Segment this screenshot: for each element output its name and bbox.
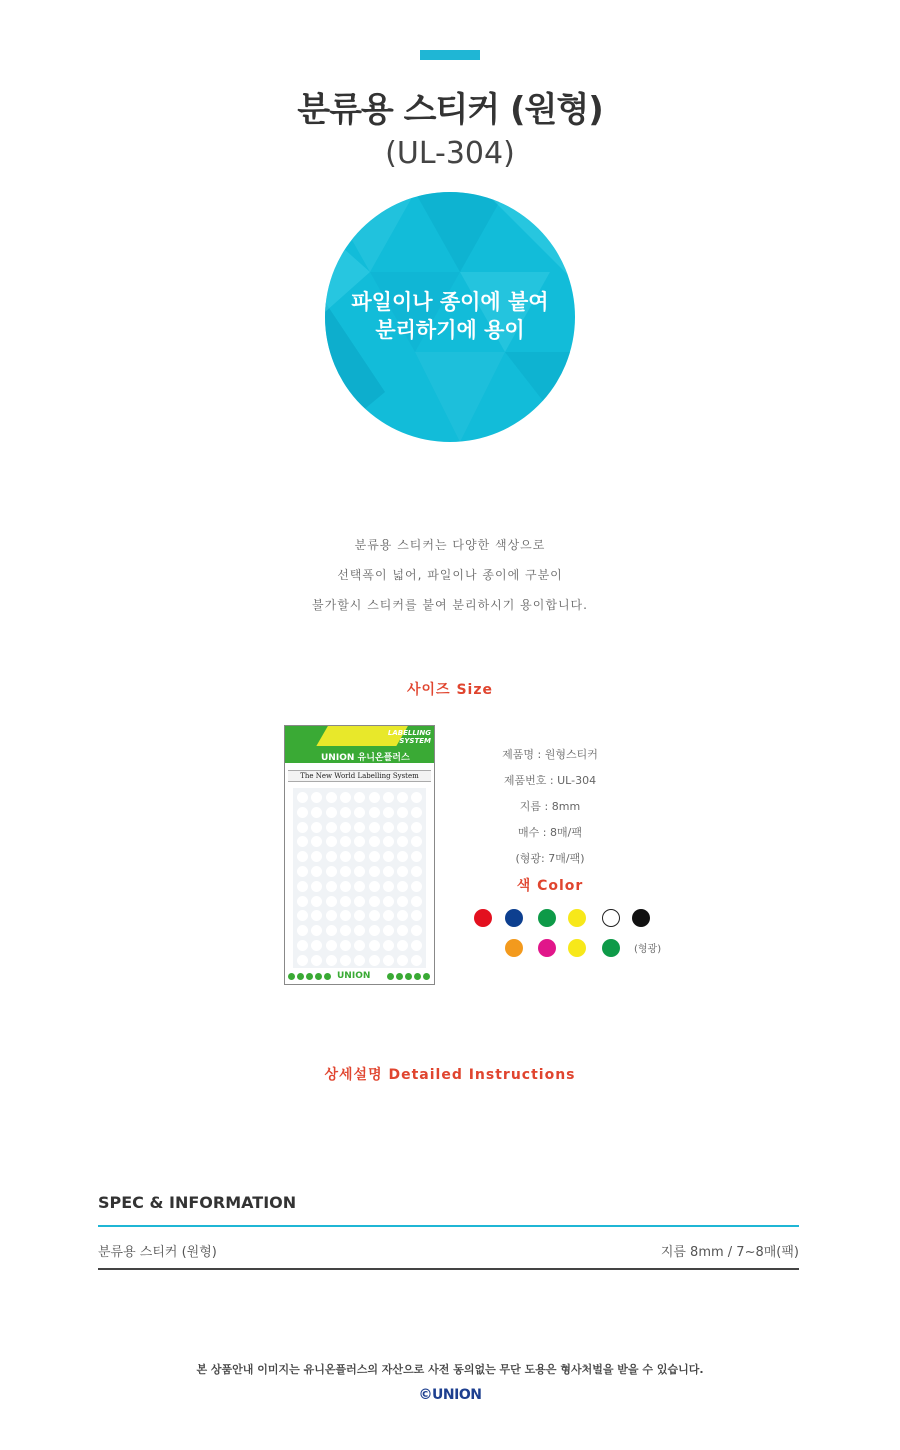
sticker-dot bbox=[326, 896, 337, 907]
union-logo: ©UNION bbox=[418, 1387, 482, 1403]
package-footer-dot bbox=[396, 973, 403, 980]
sticker-dot bbox=[397, 851, 408, 862]
package-header bbox=[285, 726, 434, 763]
sticker-dot bbox=[397, 896, 408, 907]
description-line-3: 불가할시 스티커를 붙여 분리하시기 용이합니다. bbox=[312, 598, 588, 612]
sticker-dot bbox=[297, 851, 308, 862]
sticker-dot bbox=[354, 910, 365, 921]
color-swatch bbox=[538, 909, 556, 927]
sticker-dot bbox=[411, 836, 422, 847]
package-footer-dot bbox=[288, 973, 295, 980]
color-swatch-fluo bbox=[602, 939, 620, 957]
package-footer-dot bbox=[306, 973, 313, 980]
sticker-dot bbox=[397, 822, 408, 833]
sticker-dot bbox=[326, 836, 337, 847]
sticker-dot bbox=[340, 910, 351, 921]
sticker-dot bbox=[297, 925, 308, 936]
sticker-dot bbox=[369, 896, 380, 907]
sticker-dot bbox=[326, 851, 337, 862]
spec-info-summary: 지름 8mm / 7~8매(팩) bbox=[660, 1245, 799, 1260]
spec-divider-top bbox=[98, 1225, 799, 1227]
feature-line-1: 파일이나 종이에 붙여 bbox=[351, 290, 549, 314]
sticker-dot bbox=[311, 881, 322, 892]
sticker-dot bbox=[326, 910, 337, 921]
package-footer-brand: UNION bbox=[337, 971, 371, 981]
sticker-dot bbox=[383, 866, 394, 877]
sticker-dot bbox=[397, 866, 408, 877]
spec-product-name: 제품명 : 원형스티커 bbox=[502, 748, 598, 761]
color-swatch bbox=[602, 909, 620, 927]
sticker-dot bbox=[326, 866, 337, 877]
product-package-image bbox=[284, 725, 435, 985]
feature-text bbox=[325, 288, 575, 344]
size-section-label: 사이즈 Size bbox=[407, 682, 493, 698]
sticker-dot bbox=[383, 792, 394, 803]
sticker-dot bbox=[297, 881, 308, 892]
sticker-dot bbox=[411, 896, 422, 907]
sticker-dot bbox=[354, 881, 365, 892]
sticker-dot bbox=[297, 955, 308, 966]
sticker-dot bbox=[383, 807, 394, 818]
sticker-dot bbox=[383, 940, 394, 951]
sticker-dot bbox=[340, 792, 351, 803]
sticker-dot bbox=[297, 822, 308, 833]
sticker-dot bbox=[369, 866, 380, 877]
sticker-dot bbox=[369, 925, 380, 936]
sticker-dot bbox=[369, 851, 380, 862]
fluo-label: (형광) bbox=[634, 944, 662, 955]
sticker-dot bbox=[340, 896, 351, 907]
sticker-dot bbox=[311, 925, 322, 936]
color-swatch-fluo bbox=[568, 939, 586, 957]
sticker-dot bbox=[354, 925, 365, 936]
sticker-dot bbox=[369, 792, 380, 803]
sticker-dot bbox=[383, 910, 394, 921]
sticker-dot bbox=[369, 940, 380, 951]
sticker-dot bbox=[311, 851, 322, 862]
sticker-dot bbox=[397, 925, 408, 936]
sticker-dot bbox=[411, 910, 422, 921]
sticker-dot bbox=[411, 807, 422, 818]
package-footer bbox=[285, 970, 434, 984]
sticker-dot bbox=[297, 940, 308, 951]
sticker-dot bbox=[326, 925, 337, 936]
sticker-dot bbox=[297, 866, 308, 877]
sticker-dot bbox=[369, 881, 380, 892]
sticker-dot bbox=[383, 881, 394, 892]
model-number: (UL-304) bbox=[385, 136, 515, 171]
spec-count: 매수 : 8매/팩 bbox=[518, 826, 582, 839]
sticker-dot bbox=[311, 836, 322, 847]
sticker-dot bbox=[383, 925, 394, 936]
sticker-dot bbox=[383, 955, 394, 966]
sticker-dot bbox=[354, 836, 365, 847]
sticker-dot bbox=[326, 822, 337, 833]
spec-divider-bottom bbox=[98, 1268, 799, 1270]
sticker-dot bbox=[340, 822, 351, 833]
package-footer-dot bbox=[405, 973, 412, 980]
sticker-dot bbox=[369, 955, 380, 966]
sticker-dot bbox=[383, 851, 394, 862]
package-footer-dot bbox=[423, 973, 430, 980]
sticker-dot bbox=[340, 925, 351, 936]
color-swatch bbox=[474, 909, 492, 927]
sticker-dot bbox=[297, 792, 308, 803]
sticker-dot bbox=[354, 866, 365, 877]
package-footer-dot bbox=[414, 973, 421, 980]
sticker-dot bbox=[340, 940, 351, 951]
sticker-grid bbox=[293, 788, 426, 968]
sticker-dot bbox=[326, 807, 337, 818]
color-swatch bbox=[632, 909, 650, 927]
sticker-dot bbox=[311, 910, 322, 921]
package-brand: UNION 유니온플러스 bbox=[321, 753, 410, 763]
sticker-dot bbox=[340, 955, 351, 966]
sticker-dot bbox=[311, 955, 322, 966]
sticker-dot bbox=[383, 836, 394, 847]
sticker-dot bbox=[340, 881, 351, 892]
page-title: 분류용 스티커 (원형) bbox=[297, 90, 603, 130]
color-swatch bbox=[568, 909, 586, 927]
spec-diameter: 지름 : 8mm bbox=[519, 800, 581, 813]
sticker-dot bbox=[340, 851, 351, 862]
package-footer-dot bbox=[324, 973, 331, 980]
color-swatch bbox=[505, 909, 523, 927]
sticker-dot bbox=[354, 940, 365, 951]
sticker-dot bbox=[369, 807, 380, 818]
sticker-dot bbox=[326, 940, 337, 951]
feature-circle bbox=[325, 192, 575, 442]
sticker-dot bbox=[411, 881, 422, 892]
spec-product-number: 제품번호 : UL-304 bbox=[503, 774, 597, 787]
sticker-dot bbox=[397, 955, 408, 966]
title-accent-bar bbox=[420, 50, 480, 60]
sticker-dot bbox=[369, 910, 380, 921]
sticker-dot bbox=[340, 836, 351, 847]
sticker-dot bbox=[297, 807, 308, 818]
sticker-dot bbox=[411, 866, 422, 877]
sticker-dot bbox=[383, 822, 394, 833]
sticker-dot bbox=[397, 792, 408, 803]
sticker-dot bbox=[311, 940, 322, 951]
sticker-dot bbox=[326, 792, 337, 803]
sticker-dot bbox=[297, 896, 308, 907]
feature-line-2: 분리하기에 용이 bbox=[375, 318, 525, 342]
sticker-dot bbox=[411, 925, 422, 936]
copyright-notice: 본 상품안내 이미지는 유니온플러스의 자산으로 사전 동의없는 무단 도용은 형사처벌을 받을 수 있습니다. bbox=[196, 1363, 704, 1376]
color-swatch-fluo bbox=[538, 939, 556, 957]
sticker-dot bbox=[311, 822, 322, 833]
color-section-label: 색 Color bbox=[516, 878, 584, 894]
sticker-dot bbox=[397, 881, 408, 892]
sticker-dot bbox=[397, 807, 408, 818]
sticker-dot bbox=[411, 822, 422, 833]
sticker-dot bbox=[397, 940, 408, 951]
sticker-dot bbox=[354, 807, 365, 818]
sticker-dot bbox=[411, 851, 422, 862]
sticker-dot bbox=[326, 881, 337, 892]
sticker-dot bbox=[311, 807, 322, 818]
sticker-dot bbox=[311, 896, 322, 907]
package-system-label: LABELLING SYSTEM bbox=[387, 729, 431, 745]
sticker-dot bbox=[383, 896, 394, 907]
spec-info-product: 분류용 스티커 (원형) bbox=[98, 1245, 217, 1260]
sticker-dot bbox=[340, 807, 351, 818]
sticker-dot bbox=[354, 822, 365, 833]
sticker-dot bbox=[340, 866, 351, 877]
color-swatch-fluo bbox=[505, 939, 523, 957]
sticker-dot bbox=[369, 836, 380, 847]
package-footer-dot bbox=[315, 973, 322, 980]
sticker-dot bbox=[311, 866, 322, 877]
package-footer-dot bbox=[387, 973, 394, 980]
spec-fluo-count: (형광: 7매/팩) bbox=[515, 852, 585, 865]
spec-info-title: SPEC & INFORMATION bbox=[98, 1193, 297, 1212]
detail-section-label: 상세설명 Detailed Instructions bbox=[324, 1067, 576, 1083]
sticker-dot bbox=[297, 836, 308, 847]
description-line-2: 선택폭이 넓어, 파일이나 종이에 구분이 bbox=[337, 568, 563, 582]
sticker-dot bbox=[397, 836, 408, 847]
sticker-dot bbox=[354, 851, 365, 862]
sticker-dot bbox=[411, 792, 422, 803]
sticker-dot bbox=[354, 955, 365, 966]
sticker-dot bbox=[354, 896, 365, 907]
sticker-dot bbox=[297, 910, 308, 921]
sticker-dot bbox=[369, 822, 380, 833]
sticker-dot bbox=[311, 792, 322, 803]
package-subtitle: The New World Labelling System bbox=[288, 770, 431, 782]
package-footer-dot bbox=[297, 973, 304, 980]
sticker-dot bbox=[411, 940, 422, 951]
sticker-dot bbox=[326, 955, 337, 966]
sticker-dot bbox=[411, 955, 422, 966]
sticker-dot bbox=[354, 792, 365, 803]
sticker-dot bbox=[397, 910, 408, 921]
description-line-1: 분류용 스티커는 다양한 색상으로 bbox=[354, 538, 546, 552]
